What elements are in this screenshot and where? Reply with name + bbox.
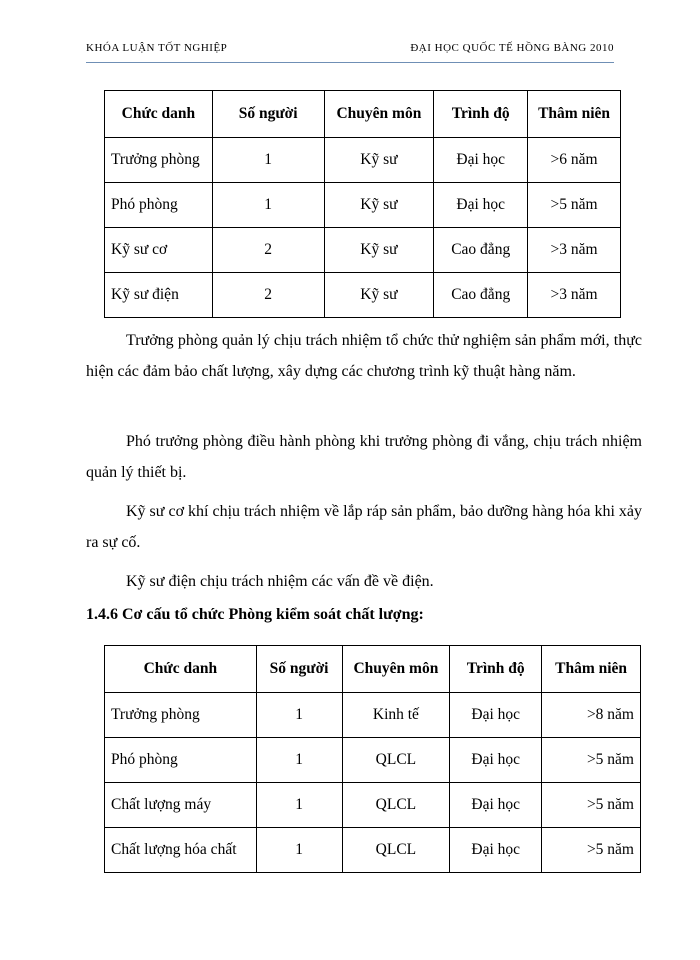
cell-count: 1 [256, 738, 342, 783]
paragraph-text: Kỹ sư cơ khí chịu trách nhiệm về lắp ráp sản phẩm, bảo dưỡng hàng hóa khi xảy ra sự cố. [86, 503, 642, 551]
cell-title: Trưởng phòng [105, 138, 213, 183]
staff-table-technical [104, 90, 621, 318]
header-left-text: KHÓA LUẬN TỐT NGHIỆP [86, 42, 228, 54]
cell-seniority: >5 năm [542, 738, 641, 783]
table-row [105, 273, 621, 318]
cell-title: Phó phòng [105, 738, 257, 783]
cell-seniority: >6 năm [528, 138, 621, 183]
cell-title: Trưởng phòng [105, 693, 257, 738]
section-heading: 1.4.6 Cơ cấu tổ chức Phòng kiểm soát chất lượng: [86, 606, 424, 623]
cell-specialty: QLCL [342, 828, 450, 873]
cell-seniority: >8 năm [542, 693, 641, 738]
paragraph-text: Kỹ sư điện chịu trách nhiệm các vấn đề về điện. [126, 573, 434, 590]
col-header-specialty: Chuyên môn [324, 91, 434, 138]
cell-specialty: QLCL [342, 783, 450, 828]
cell-specialty: Kỹ sư [324, 138, 434, 183]
cell-specialty: Kỹ sư [324, 273, 434, 318]
col-header-seniority: Thâm niên [542, 646, 641, 693]
col-header-level: Trình độ [450, 646, 542, 693]
table-header-row [105, 646, 641, 693]
cell-specialty: Kỹ sư [324, 228, 434, 273]
table-row [105, 183, 621, 228]
paragraph-text: Phó trưởng phòng điều hành phòng khi trưởng phòng đi vắng, chịu trách nhiệm quản lý thiết bị. [86, 433, 642, 481]
cell-seniority: >5 năm [542, 828, 641, 873]
cell-count: 1 [212, 138, 324, 183]
col-header-title: Chức danh [105, 91, 213, 138]
table-row [105, 783, 641, 828]
cell-level: Đại học [450, 738, 542, 783]
cell-title: Kỹ sư cơ [105, 228, 213, 273]
col-header-title: Chức danh [105, 646, 257, 693]
paragraph [86, 566, 642, 597]
col-header-count: Số người [212, 91, 324, 138]
cell-level: Đại học [434, 138, 528, 183]
cell-specialty: Kinh tế [342, 693, 450, 738]
cell-level: Đại học [434, 183, 528, 228]
paragraph-text: Trưởng phòng quản lý chịu trách nhiệm tổ chức thử nghiệm sản phẩm mới, thực hiện các đảm bảo chất lượng, xây dựng các chương trình kỹ thuật hàng năm. [86, 332, 642, 380]
staff-table-quality-control [104, 645, 641, 873]
cell-level: Đại học [450, 828, 542, 873]
cell-level: Đại học [450, 693, 542, 738]
cell-count: 2 [212, 273, 324, 318]
header-right-text: ĐẠI HỌC QUỐC TẾ HỒNG BÀNG 2010 [410, 42, 614, 54]
cell-level: Cao đẳng [434, 273, 528, 318]
cell-title: Chất lượng máy [105, 783, 257, 828]
cell-level: Đại học [450, 783, 542, 828]
cell-seniority: >5 năm [528, 183, 621, 228]
cell-seniority: >5 năm [542, 783, 641, 828]
cell-count: 1 [212, 183, 324, 228]
table-row [105, 828, 641, 873]
paragraph [86, 496, 642, 558]
cell-seniority: >3 năm [528, 273, 621, 318]
cell-count: 1 [256, 693, 342, 738]
paragraph [86, 426, 642, 488]
table-row [105, 228, 621, 273]
page-header [86, 40, 614, 63]
cell-title: Chất lượng hóa chất [105, 828, 257, 873]
cell-level: Cao đẳng [434, 228, 528, 273]
table-row [105, 138, 621, 183]
cell-seniority: >3 năm [528, 228, 621, 273]
col-header-count: Số người [256, 646, 342, 693]
cell-specialty: Kỹ sư [324, 183, 434, 228]
col-header-specialty: Chuyên môn [342, 646, 450, 693]
table-header-row [105, 91, 621, 138]
cell-title: Kỹ sư điện [105, 273, 213, 318]
col-header-level: Trình độ [434, 91, 528, 138]
cell-count: 2 [212, 228, 324, 273]
cell-specialty: QLCL [342, 738, 450, 783]
cell-count: 1 [256, 783, 342, 828]
col-header-seniority: Thâm niên [528, 91, 621, 138]
paragraph [86, 325, 642, 387]
cell-count: 1 [256, 828, 342, 873]
table-row [105, 693, 641, 738]
table-row [105, 738, 641, 783]
cell-title: Phó phòng [105, 183, 213, 228]
